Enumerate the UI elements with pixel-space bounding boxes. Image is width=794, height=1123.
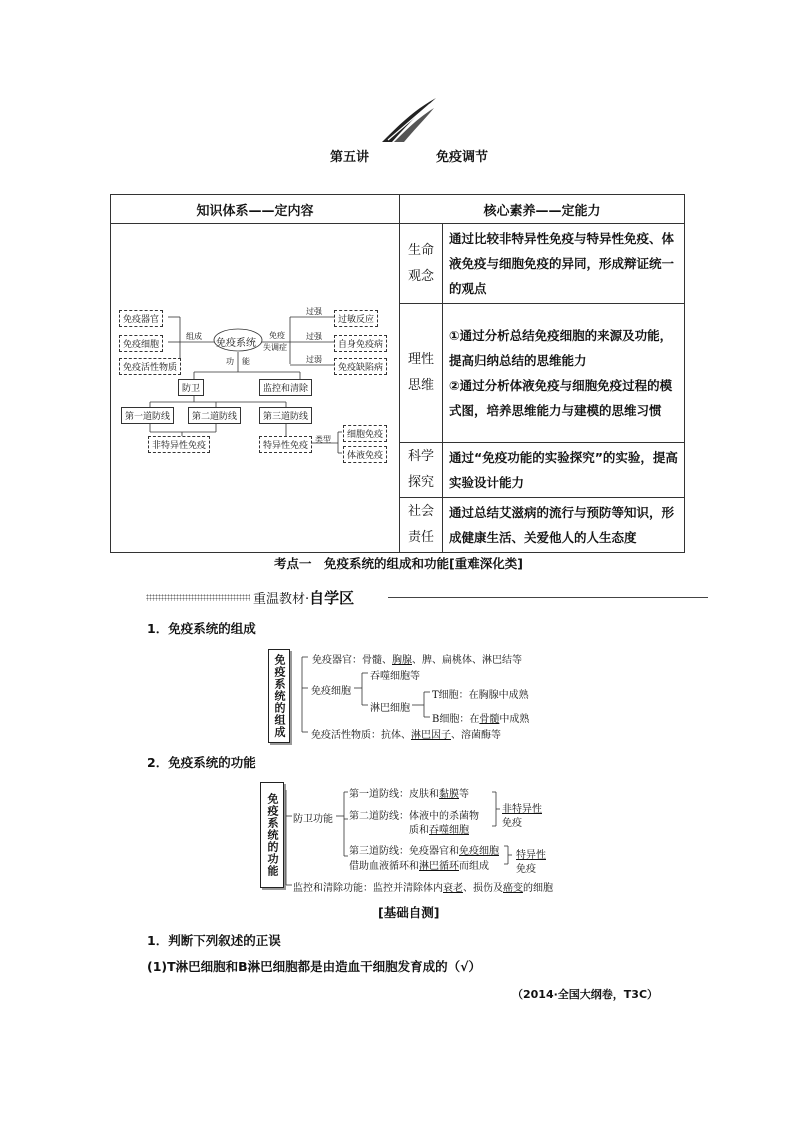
map-disorder-allergy: 过敏反应 <box>334 310 378 327</box>
section-title: 考点一 免疫系统的组成和功能[重难深化类] <box>274 556 523 571</box>
part2-specific-a: 特异性 <box>516 850 546 861</box>
part2-specific-b: 免疫 <box>516 864 536 875</box>
map-type-humoral: 体液免疫 <box>343 446 387 463</box>
row-label-life: 生命 观念 <box>400 224 443 304</box>
part1-b-cell: B细胞：在骨髓中成熟 <box>432 714 530 725</box>
part2-line2-b: 质和吞噬细胞 <box>409 825 469 836</box>
selftest-question-heading: 1．判断下列叙述的正误 <box>147 933 281 948</box>
part1-phagocyte: 吞噬细胞等 <box>370 671 420 682</box>
map-type-cellular: 细胞免疫 <box>343 425 387 442</box>
part1-side-box <box>268 649 290 743</box>
banner-dots <box>146 594 250 601</box>
chapter-number: 第五讲 <box>330 150 370 165</box>
map-line-3: 第三道防线 <box>259 407 312 424</box>
part1-side-label: 免疫系统的组成 <box>273 654 286 738</box>
map-component-substance: 免疫活性物质 <box>119 358 181 375</box>
part2-monitor: 监控和清除功能：监控并清除体内衰老、损伤及癌变的细胞 <box>293 883 553 894</box>
map-rel-2: 过弱 <box>306 355 322 364</box>
swoosh-logo <box>380 96 440 146</box>
row-text-life: 通过比较非特异性免疫与特异性免疫、体液免疫与细胞免疫的异同，形成辩证统一的观点 <box>443 224 685 304</box>
map-function-monitor: 监控和清除 <box>259 379 312 396</box>
map-disorder-immunodeficiency: 免疫缺陷病 <box>334 358 387 375</box>
map-compose-label: 组成 <box>186 332 202 341</box>
part2-heading: 2．免疫系统的功能 <box>147 755 256 770</box>
left-header: 知识体系——定内容 <box>111 195 400 224</box>
banner-rule <box>388 597 708 598</box>
page-title: 免疫调节 <box>436 150 489 165</box>
part2-line2-a: 第二道防线：体液中的杀菌物 <box>349 811 479 822</box>
part1-cell-label: 免疫细胞 <box>311 686 351 697</box>
row-label-responsibility: 社会 责任 <box>400 498 443 553</box>
right-header: 核心素养——定能力 <box>400 195 685 224</box>
map-line-1: 第一道防线 <box>121 407 174 424</box>
map-function-label: 功 能 <box>226 357 250 366</box>
map-line-2: 第二道防线 <box>188 407 241 424</box>
part1-organ: 免疫器官：骨髓、胸腺、脾、扁桃体、淋巴结等 <box>312 655 522 666</box>
map-dysfunction-label-b: 失调症 <box>263 343 287 352</box>
row-label-inquiry: 科学 探究 <box>400 443 443 498</box>
concept-map-lines <box>110 220 396 550</box>
map-function-defense: 防卫 <box>178 379 204 396</box>
banner-label: 重温教材·自学区 <box>253 589 355 607</box>
row-text-inquiry: 通过“免疫功能的实验探究”的实验，提高实验设计能力 <box>443 443 685 498</box>
part2-nonspecific-b: 免疫 <box>502 818 522 829</box>
map-dysfunction-label-a: 免疫 <box>269 331 285 340</box>
part1-heading: 1．免疫系统的组成 <box>147 621 256 636</box>
selftest-title: [基础自测] <box>378 905 440 920</box>
part2-side-box <box>260 782 284 888</box>
part2-line1: 第一道防线：皮肤和黏膜等 <box>349 789 469 800</box>
map-type-label: 类型 <box>315 435 331 444</box>
map-rel-1: 过强 <box>306 332 322 341</box>
map-center-node: 免疫系统 <box>216 338 256 349</box>
map-component-cell: 免疫细胞 <box>119 335 163 352</box>
part2-defense: 防卫功能 <box>293 814 333 825</box>
row-text-thinking: ①通过分析总结免疫细胞的来源及功能，提高归纳总结的思维能力 ②通过分析体液免疫与细胞免疫过程的模式图，培养思维能力与建模的思维习惯 <box>443 304 685 443</box>
map-specific: 特异性免疫 <box>259 436 312 453</box>
selftest-question-1-source: （2014·全国大纲卷，T3C） <box>512 988 659 1001</box>
part2-side-label: 免疫系统的功能 <box>266 793 279 877</box>
part1-t-cell: T细胞：在胸腺中成熟 <box>432 690 529 701</box>
part2-line3-b: 借助血液循环和淋巴循环而组成 <box>349 861 489 872</box>
part2-nonspecific-a: 非特异性 <box>502 804 542 815</box>
map-rel-0: 过强 <box>306 307 322 316</box>
map-disorder-autoimmune: 自身免疫病 <box>334 335 387 352</box>
part1-substance: 免疫活性物质：抗体、淋巴因子、溶菌酶等 <box>311 730 501 741</box>
row-label-thinking: 理性 思维 <box>400 304 443 443</box>
row-text-responsibility: 通过总结艾滋病的流行与预防等知识，形成健康生活、关爱他人的人生态度 <box>443 498 685 553</box>
part2-line3-a: 第三道防线：免疫器官和免疫细胞 <box>349 846 499 857</box>
part1-lymphocyte: 淋巴细胞 <box>370 703 410 714</box>
map-nonspecific: 非特异性免疫 <box>148 436 210 453</box>
map-component-organ: 免疫器官 <box>119 310 163 327</box>
selftest-question-1: (1)T淋巴细胞和B淋巴细胞都是由造血干细胞发育成的（√） <box>147 959 482 974</box>
